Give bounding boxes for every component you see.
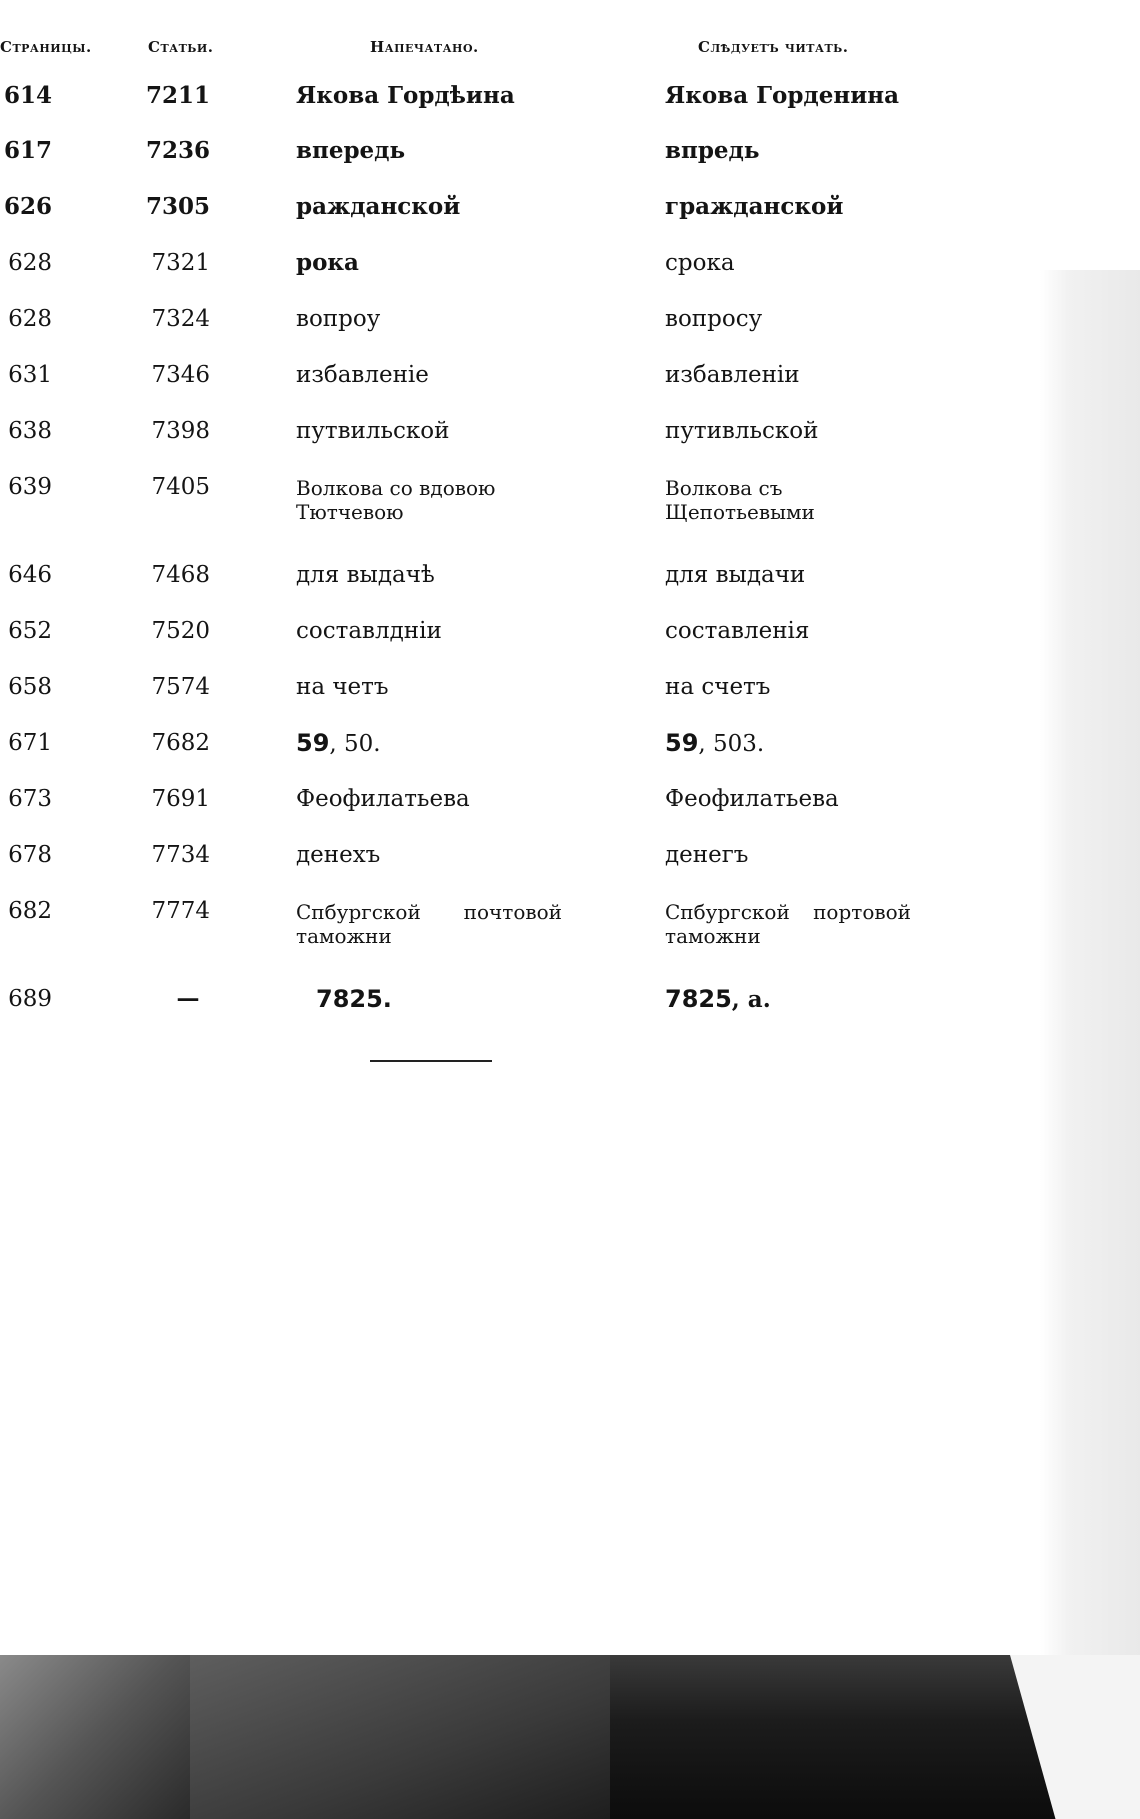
end-rule [370,1060,492,1062]
page-number: 678 [8,842,52,868]
printed-text: для выдачѣ [296,562,435,588]
article-number: 7321 [151,250,210,276]
page-number: 614 [3,82,52,109]
printed-rest: . [382,985,392,1013]
correct-bold-number: 59 [665,729,699,757]
correct-text: путивльской [665,418,819,444]
correct-rest: , а. [731,986,771,1013]
article-number: 7305 [145,193,210,220]
correct-bold-number: 7825 [665,985,732,1013]
article-number: 7346 [151,362,210,388]
page-number: 631 [8,362,52,388]
correct-text: Спбургской портовой таможни [665,900,911,948]
page-number: 646 [8,562,52,588]
page-number: 658 [8,674,52,700]
printed-text: рока [296,249,359,276]
correct-text: вопросу [665,306,763,332]
correct-text: срока [665,250,735,276]
printed-bold-number: 7825 [316,985,383,1013]
header-articles: Статьи. [148,38,214,56]
correct-text: избавленіи [665,362,800,388]
correct-text: Волкова съ Щепотьевыми [665,476,815,524]
article-number: 7405 [151,474,210,500]
page-number: 673 [8,786,52,812]
correct-text: впредь [665,137,760,164]
printed-text: вопроу [296,306,381,332]
article-number: 7398 [151,418,210,444]
correct-text: денегъ [665,842,749,868]
article-number: 7574 [151,674,210,700]
correct-text [665,730,935,757]
header-pages: Страницы. [0,38,92,56]
scan-background [0,1655,1140,1819]
printed-rest: , 50. [329,731,381,757]
correct-text: для выдачи [665,562,806,588]
article-number: 7682 [151,730,210,756]
article-number: 7734 [151,842,210,868]
page-number: 652 [8,618,52,644]
page-number: 626 [3,193,52,220]
printed-text: Феофилатьева [296,786,470,812]
correct-rest: , 503. [698,731,765,757]
article-number: 7468 [151,562,210,588]
correct-text: составленія [665,618,810,644]
printed-text: Волкова со вдовою Тютчевою [296,476,496,524]
page-number: 682 [8,898,52,924]
printed-text: Якова Гордѣина [296,82,515,109]
correct-text [665,986,935,1013]
printed-text: впередь [296,137,406,164]
scan-paper-corner [1010,1655,1140,1819]
header-should-read: Слѣдуетъ читать. [698,38,849,56]
scan-shadow-middle [190,1655,610,1819]
page-number: 639 [8,474,52,500]
page-number: 671 [8,730,52,756]
article-number: 7211 [145,82,210,109]
printed-text: денехъ [296,842,381,868]
printed-text [316,986,586,1013]
correct-text: гражданской [665,193,844,220]
correct-text: Якова Горденина [665,82,900,109]
article-number: 7691 [151,786,210,812]
page-number: 689 [8,986,52,1012]
printed-text: путвильской [296,418,450,444]
printed-text: ражданской [296,193,461,220]
paper-edge-shadow [1040,270,1140,1670]
correct-text: Феофилатьева [665,786,839,812]
printed-text: Спбургской почтовой таможни [296,900,562,948]
page-number: 628 [8,250,52,276]
scan-shadow-left [0,1655,190,1819]
article-number: 7324 [151,306,210,332]
article-number: — [176,985,200,1012]
printed-bold-number: 59 [296,729,330,757]
printed-text: на четъ [296,674,389,700]
article-number: 7774 [151,898,210,924]
correct-text: на счетъ [665,674,771,700]
page-number: 638 [8,418,52,444]
printed-text: избавленіе [296,362,429,388]
article-number: 7520 [151,618,210,644]
printed-text [296,730,566,757]
page-number: 617 [3,137,52,164]
page-number: 628 [8,306,52,332]
header-printed: Напечатано. [370,38,479,56]
article-number: 7236 [145,137,210,164]
printed-text: составлдніи [296,618,442,644]
